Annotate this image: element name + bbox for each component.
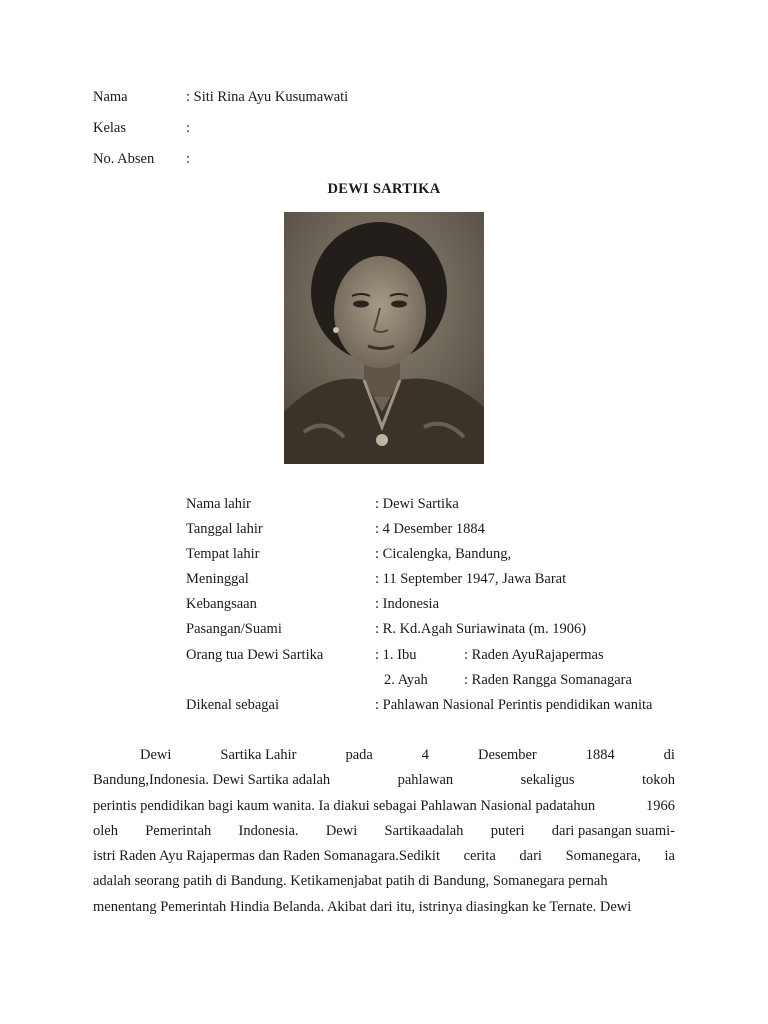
paragraph-word: Indonesia. [238,822,299,839]
paragraph-word: pahlawan [397,772,454,789]
paragraph-word: Somanegara, [565,848,641,865]
paragraph-word: dari pasangan suami- [551,822,675,839]
bio-pasangan-label: Pasangan/Suami [186,621,282,637]
paragraph-word: dari [519,848,542,865]
paragraph-word: sekaligus [520,772,575,789]
paragraph-line [93,768,675,793]
bio-tanggal-lahir-value: : 4 Desember 1884 [375,521,485,537]
paragraph-word: cerita [463,848,496,865]
bio-nama-lahir-value: : Dewi Sartika [375,496,459,512]
bio-kebangsaan-label: Kebangsaan [186,596,257,612]
paragraph-word: 1884 [585,747,615,763]
paragraph-word: adalah seorang patih di Bandung. Ketikamenjabat patih di Bandung, Somanegara pernah [93,873,608,890]
bio-ayah-label: 2. Ayah [384,672,428,688]
bio-ibu-label: : 1. Ibu [375,647,417,663]
paragraph-word: menentang Pemerintah Hindia Belanda. Akibat dari itu, istrinya diasingkan ke Ternate. Dewi [93,898,632,915]
bio-pasangan-value: : R. Kd.Agah Suriawinata (m. 1906) [375,621,587,637]
nama-value: : Siti Rina Ayu Kusumawati [186,89,349,105]
bio-ibu-value: : Raden AyuRajapermas [464,647,604,663]
paragraph-word: Dewi [325,822,358,839]
paragraph-word: di [663,747,675,763]
nama-label: Nama [93,89,128,105]
paragraph-line [93,844,675,869]
paragraph-word: 4 [421,747,430,763]
bio-kebangsaan-value: : Indonesia [375,596,440,612]
bio-ayah-value: : Raden Rangga Somanagara [464,672,632,688]
paragraph-line [93,819,675,844]
bio-meninggal-label: Meninggal [186,571,249,587]
paragraph-word: oleh [93,822,118,839]
paragraph-word: pada [345,747,373,763]
bio-tempat-lahir-label: Tempat lahir [186,546,260,562]
paragraph-word: Sartika Lahir [220,747,297,763]
paragraph-line [93,794,675,819]
page-title: DEWI SARTIKA [327,181,441,197]
bio-orangtua-label: Orang tua Dewi Sartika [186,647,324,663]
paragraph-word: istri Raden Ayu Rajapermas dan Raden Somanagara.Sedikit [93,848,440,865]
paragraph-word: Pemerintah [145,822,212,839]
paragraph-word: Desember [477,747,537,763]
paragraph-word: perintis pendidikan bagi kaum wanita. Ia diakui sebagai Pahlawan Nasional padatahun [93,797,596,814]
paragraph-line [93,743,675,768]
paragraph-word: 1966 [646,797,675,814]
portrait-photo [284,212,484,464]
bio-tanggal-lahir-label: Tanggal lahir [186,521,263,537]
bio-dikenal-value: : Pahlawan Nasional Perintis pendidikan wanita [375,697,653,713]
paragraph-word: ia [664,848,675,865]
paragraph-line [93,895,675,920]
bio-tempat-lahir-value: : Cicalengka, Bandung, [375,546,512,562]
paragraph-word: Dewi [140,747,172,763]
bio-nama-lahir-label: Nama lahir [186,496,251,512]
absen-label: No. Absen [93,151,155,167]
absen-value: : [186,151,191,167]
bio-meninggal-value: : 11 September 1947, Jawa Barat [375,571,567,587]
kelas-value: : [186,120,191,136]
paragraph-word: Sartikaadalah [384,822,464,839]
paragraph-line [93,869,675,894]
bio-dikenal-label: Dikenal sebagai [186,697,280,713]
paragraph-word: tokoh [641,772,675,789]
kelas-label: Kelas [93,120,127,136]
body-paragraph [93,743,675,920]
paragraph-word: puteri [490,822,525,839]
paragraph-word: Bandung,Indonesia. Dewi Sartika adalah [93,772,331,789]
